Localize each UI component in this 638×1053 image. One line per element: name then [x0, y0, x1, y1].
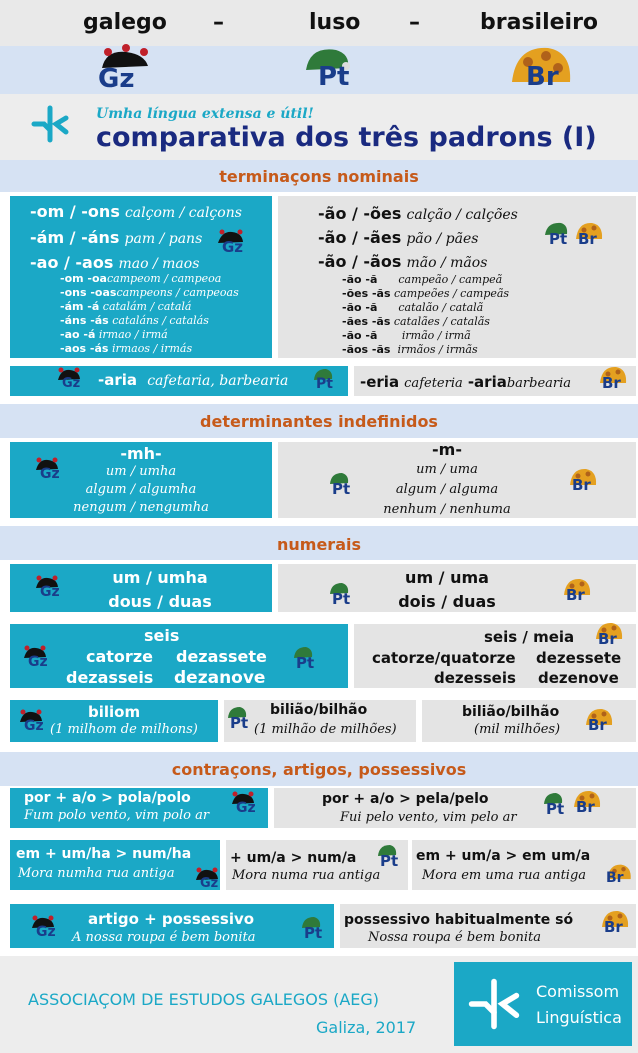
- gz-flag-icon: Gz: [22, 644, 56, 674]
- gz-flag-icon: Gz: [56, 366, 90, 396]
- pt-flag-icon: Pt: [328, 470, 362, 500]
- gz-flag-icon: Gz: [96, 44, 156, 92]
- br-flag-icon: Br: [598, 364, 632, 394]
- gzpt-num-dezasseis: dezasseis: [66, 668, 154, 687]
- gzpt-contr3-example: A nossa roupa é bem bonita: [72, 930, 256, 945]
- ptbr-term-subrow: -ãos -ãs irmãos / irmãs: [342, 343, 478, 356]
- section-title-determinantes: determinantes indefinidos: [200, 412, 438, 431]
- ptbr-num-line: dois / duas: [398, 592, 496, 611]
- header-brasileiro: brasileiro: [480, 10, 599, 35]
- gz-biliom-note: (1 milhom de milhons): [50, 722, 198, 737]
- gz-term-subrow: -ons -oascampeons / campeoas: [60, 286, 239, 299]
- gz-term-subrow: -ao -á irmao / irmá: [60, 328, 168, 341]
- pt-flag-icon: Pt: [312, 366, 346, 396]
- comissom-logo-icon: [466, 974, 522, 1034]
- pt-flag-icon: Pt: [543, 220, 577, 250]
- br-flag-icon: Br: [568, 466, 602, 496]
- gz-contr-example: Fum polo vento, vim polo ar: [24, 808, 210, 823]
- section-title-numerais: numerais: [277, 535, 361, 554]
- br-contr2-example: Mora em uma rua antiga: [422, 868, 587, 883]
- gz-flag-icon: Gz: [30, 914, 64, 944]
- gzpt-aria-row: -aria cafetaria, barbearia: [98, 371, 289, 389]
- br-aria-row: -eria cafeteria -ariabarbearia: [360, 373, 572, 391]
- ptbr-term-row: -ão / -ões calção / calções: [318, 204, 518, 223]
- section-title-contracons: contraçons, artigos, possessivos: [171, 760, 467, 779]
- pt-flag-icon: Pt: [292, 644, 326, 674]
- ptbr-det-line: nenhum / nenhuma: [383, 502, 511, 517]
- gz-flag-icon: Gz: [34, 456, 68, 486]
- ptbr-det-head: -m-: [432, 440, 462, 459]
- gzpt-num-dezanove: dezanove: [174, 668, 266, 688]
- header-dash: –: [213, 10, 224, 35]
- pt-flag-icon: Pt: [302, 44, 362, 92]
- br-num-dezesseis: dezesseis: [434, 669, 516, 687]
- br-flag-icon: Br: [584, 706, 618, 736]
- br-biliom: bilião/bilhão: [462, 704, 560, 720]
- header-luso: luso: [309, 10, 361, 35]
- br-flag-icon: Br: [572, 788, 606, 818]
- gz-term-row: -ám / -áns pam / pans: [30, 228, 203, 247]
- gz-biliom: biliom: [88, 703, 141, 721]
- gzpt-contr3-rule: artigo + possessivo: [88, 910, 255, 928]
- gzpt-num-seis: seis: [144, 626, 180, 645]
- gz-det-line: nengum / nengumha: [73, 500, 209, 515]
- logo-text-linguistica: Linguística: [536, 1008, 622, 1027]
- gz-term-subrow: -om -oacampeom / campeoa: [60, 272, 222, 285]
- gz-det-head: -mh-: [120, 444, 162, 463]
- br-flag-icon: Br: [574, 220, 608, 250]
- br-num-dezenove: dezenove: [538, 669, 619, 687]
- br-flag-icon: Br: [600, 908, 634, 938]
- ptbr-term-subrow: -ão -ã irmão / irmã: [342, 329, 471, 342]
- title-subtitle: Umha língua extensa e útil!: [96, 106, 314, 122]
- gz-num-line: dous / duas: [108, 592, 212, 611]
- pt-flag-icon: Pt: [226, 704, 260, 734]
- pt-contr2-example: Mora numa rua antiga: [232, 868, 381, 883]
- gz-flag-icon: Gz: [18, 708, 52, 738]
- br-num-seis: seis / meia: [484, 628, 575, 646]
- br-biliom-note: (mil milhões): [474, 722, 561, 737]
- comissom-logo-icon: [30, 104, 70, 144]
- pt-biliom: bilião/bilhão: [270, 702, 368, 718]
- ptbr-num-line: um / uma: [405, 568, 489, 587]
- ptbr-term-row: -ão / -ães pão / pães: [318, 228, 479, 247]
- ptbr-contr-example: Fui pelo vento, vim pelo ar: [340, 810, 517, 825]
- br-flag-icon: Br: [562, 576, 596, 606]
- ptbr-term-subrow: -ões -ãs campeões / campeãs: [342, 287, 510, 300]
- gzpt-num-dezassete: dezassete: [176, 647, 267, 666]
- footer-org: ASSOCIAÇOM DE ESTUDOS GALEGOS (AEG): [28, 990, 380, 1009]
- gz-term-subrow: -ám -á catalám / catalá: [60, 300, 192, 313]
- ptbr-det-line: algum / alguma: [395, 482, 499, 497]
- gz-term-subrow: -áns -ás cataláns / catalás: [60, 314, 209, 327]
- ptbr-term-subrow: -ães -ãs catalães / catalãs: [342, 315, 490, 328]
- ptbr-contr-rule: por + a/o > pela/pelo: [322, 791, 489, 807]
- gz-contr2-rule: em + um/ha > num/ha: [16, 846, 192, 862]
- pt-flag-icon: Pt: [300, 914, 334, 944]
- br-contr2-rule: em + um/a > em um/a: [416, 848, 591, 864]
- gz-det-line: algum / algumha: [85, 482, 197, 497]
- br-num-dezessete: dezessete: [536, 649, 622, 667]
- pt-flag-icon: Pt: [328, 580, 362, 610]
- gz-num-line: um / umha: [112, 568, 208, 587]
- page-title: comparativa dos três padrons (I): [96, 122, 597, 153]
- br-contr3-rule: possessivo habitualmente só: [344, 912, 574, 928]
- ptbr-det-line: um / uma: [416, 462, 478, 477]
- section-title-terminacons: terminaçons nominais: [219, 167, 419, 186]
- gz-det-line: um / umha: [105, 464, 177, 479]
- pt-flag-icon: Pt: [376, 842, 410, 872]
- br-contr3-example: Nossa roupa é bem bonita: [368, 930, 541, 945]
- pt-contr2-rule: + um/a > num/a: [230, 850, 357, 866]
- gz-flag-icon: Gz: [216, 228, 256, 260]
- logo-text-comissom: Comissom: [536, 982, 620, 1001]
- br-flag-icon: Br: [604, 862, 638, 890]
- gz-term-row: -ao / -aos mao / maos: [30, 253, 200, 272]
- ptbr-term-subrow: -ão -ã campeão / campeã: [342, 273, 503, 286]
- gz-contr-rule: por + a/o > pola/polo: [24, 790, 191, 806]
- br-flag-icon: Br: [594, 620, 628, 650]
- br-num-catorze: catorze/quatorze: [372, 649, 516, 667]
- pt-biliom-note: (1 milhão de milhões): [254, 722, 397, 737]
- pt-flag-icon: Pt: [542, 790, 576, 820]
- gzpt-num-catorze: catorze: [86, 647, 153, 666]
- gz-contr2-example: Mora numha rua antiga: [18, 866, 175, 881]
- header-galego: galego: [83, 10, 167, 35]
- ptbr-term-row: -ão / -ãos mão / mãos: [318, 252, 488, 271]
- ptbr-term-subrow: -ão -ã catalão / catalã: [342, 301, 484, 314]
- footer-place: Galiza, 2017: [316, 1018, 417, 1037]
- gz-flag-icon: Gz: [230, 790, 264, 820]
- gz-term-subrow: -aos -ás irmaos / irmás: [60, 342, 193, 355]
- gz-flag-icon: Gz: [34, 574, 68, 604]
- gz-term-row: -om / -ons calçom / calçons: [30, 202, 242, 221]
- gz-flag-icon: Gz: [194, 866, 228, 896]
- br-flag-icon: Br: [508, 44, 588, 92]
- header-dash: –: [409, 10, 420, 35]
